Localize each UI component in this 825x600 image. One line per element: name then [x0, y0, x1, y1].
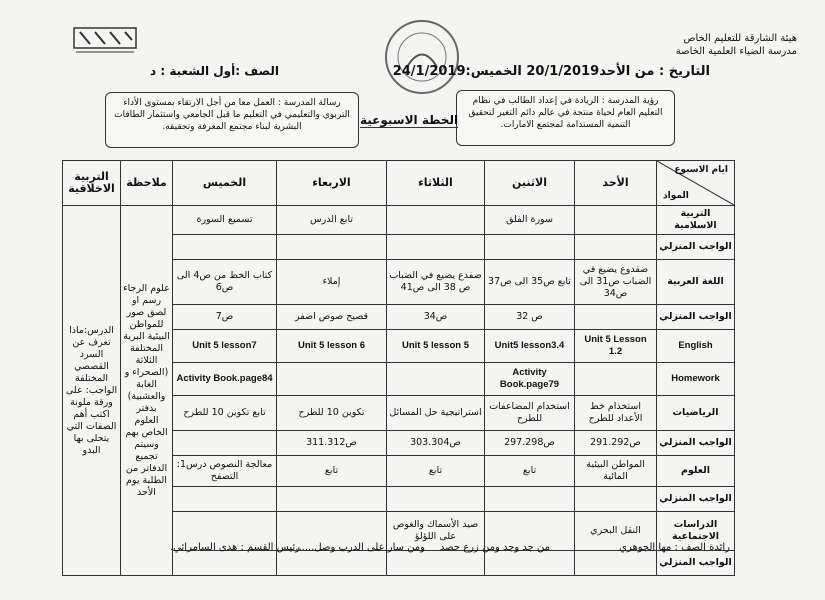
homework-cell: Activity Book.page79: [485, 363, 575, 396]
homework-cell: [277, 487, 387, 512]
lesson-cell: تابع: [277, 456, 387, 487]
lesson-cell: استراتيجية حل المسائل: [387, 396, 485, 431]
lesson-cell: تسميع السورة: [173, 206, 277, 235]
homework-cell: [485, 551, 575, 576]
homework-cell: Activity Book.page84: [173, 363, 277, 396]
department-head: رئيس القسم : هدى السامرائي.: [170, 542, 301, 553]
homework-cell: [387, 551, 485, 576]
homework-cell: [485, 487, 575, 512]
subject-arabic: اللغة العربية: [657, 260, 735, 305]
day-sunday: الأحد: [575, 161, 657, 206]
homework-cell: [173, 235, 277, 260]
lesson-cell: ضفدع يضيع في الضباب ص 38 الى ص41: [387, 260, 485, 305]
day-thursday: الخميس: [173, 161, 277, 206]
subject-math: الرياضيات: [657, 396, 735, 431]
homework-label: الواجب المنزلي: [657, 235, 735, 260]
lesson-cell: تكوين 10 للطرح: [277, 396, 387, 431]
subject-science: العلوم: [657, 456, 735, 487]
school-name: مدرسة الضياء العلمية الخاصة: [675, 46, 797, 57]
homework-cell: ص7: [173, 305, 277, 330]
day-tuesday: الثلاثاء: [387, 161, 485, 206]
lesson-cell: ضفدوع يضيع في الضباب ص31 الى ص34: [575, 260, 657, 305]
lesson-cell: Unit 5 Lesson 1.2: [575, 330, 657, 363]
lesson-cell: إملاء: [277, 260, 387, 305]
lesson-cell: Unit 5 lesson 5: [387, 330, 485, 363]
homework-cell: [387, 235, 485, 260]
lesson-cell: معالجة النصوص درس1: التصفح: [173, 456, 277, 487]
homework-label: الواجب المنزلي: [657, 551, 735, 576]
homework-cell: [485, 235, 575, 260]
homework-label: الواجب المنزلي: [657, 487, 735, 512]
lesson-cell: سورة الفلق: [485, 206, 575, 235]
homework-cell: ص 32: [485, 305, 575, 330]
note-header: ملاحظة: [121, 161, 173, 206]
day-monday: الاثنين: [485, 161, 575, 206]
ministry-logo-icon: [70, 22, 140, 60]
school-vision: رؤية المدرسة : الريادة في إعداد الطالب في نظام التعليم العام لحياة منتجة في عالم دائم التغير لتحقيق التنمية المستدامة لمجتمع الامارات.: [456, 90, 675, 146]
homework-cell: ص291.292: [575, 431, 657, 456]
lesson-cell: [387, 206, 485, 235]
homework-cell: ص34: [387, 305, 485, 330]
school-mission: رسالة المدرسة : العمل معا من أجل الارتقاء بمستوى الأداء التربوي والتعليمي في التعليم ما قبل الجامعي واستثمار الطاقات البشرية لبناء مجتمع المعرفة وتحقيقه.: [105, 92, 359, 148]
day-wednesday: الاربعاء: [277, 161, 387, 206]
lesson-cell: استخدام خط الأعداد للطرح: [575, 396, 657, 431]
class-section: الصف :أول الشعبة : د: [150, 64, 279, 78]
homework-label: الواجب المنزلي: [657, 305, 735, 330]
lesson-cell: تابع ص35 الى ص37: [485, 260, 575, 305]
weekly-plan-table: [62, 160, 735, 576]
quote-one: من جد وجد ومن زرع حصد: [439, 542, 550, 553]
date-range: التاريخ : من الأحد20/1/2019 الخميس:24/1/2019: [392, 64, 710, 79]
homework-cell: [387, 487, 485, 512]
org-name: هيئة الشارقة للتعليم الخاص: [683, 33, 797, 44]
lesson-cell: تابع الدرس: [277, 206, 387, 235]
lesson-cell: Unit 5 lesson 6: [277, 330, 387, 363]
lesson-cell: المواطن البيئية المائية: [575, 456, 657, 487]
lesson-cell: تابع تكوين 10 للطرح: [173, 396, 277, 431]
homework-label-english: Homework: [657, 363, 735, 396]
lesson-cell: كتاب الخط من ص4 الى ص6: [173, 260, 277, 305]
homework-cell: قصيح صوص اصفر: [277, 305, 387, 330]
homework-cell: [575, 363, 657, 396]
homework-cell: [277, 551, 387, 576]
homework-cell: [575, 305, 657, 330]
school-logo-icon: [385, 20, 459, 94]
moral-text: الدرس:ماذا تعرف عن السرد القصصي المختلفة الواجب: على ورقة ملونة اكتب أهم الصفات التي يتحلى بها البدو: [63, 206, 121, 576]
lesson-cell: استخدام المضاعفات للطرح: [485, 396, 575, 431]
homework-cell: ص297.298: [485, 431, 575, 456]
lesson-cell: [575, 206, 657, 235]
lesson-cell: Unit5 lesson3.4: [485, 330, 575, 363]
homework-cell: [173, 487, 277, 512]
homework-cell: ص303.304: [387, 431, 485, 456]
lesson-cell: Unit 5 lesson7: [173, 330, 277, 363]
homework-cell: [277, 363, 387, 396]
lesson-cell: تابع: [485, 456, 575, 487]
plan-title: الخطة الاسبوعية: [360, 113, 459, 127]
subjects-label: المواد: [663, 191, 689, 201]
homework-cell: ص311.312: [277, 431, 387, 456]
homework-cell: [277, 235, 387, 260]
quote-two: ومن سار على الدرب وصل......: [295, 542, 425, 553]
homework-cell: [387, 363, 485, 396]
homework-cell: [173, 431, 277, 456]
homework-label: الواجب المنزلي: [657, 431, 735, 456]
homework-cell: [173, 551, 277, 576]
subject-social: الدراسات الاجتماعية: [657, 512, 735, 551]
homework-cell: [575, 235, 657, 260]
subject-english: English: [657, 330, 735, 363]
homework-cell: [575, 487, 657, 512]
corner-cell: [657, 161, 735, 206]
moral-header: التربية الاخلاقية: [63, 161, 121, 206]
subject-islamic: التربية الاسلامية: [657, 206, 735, 235]
lesson-cell: النقل البحري: [575, 512, 657, 551]
lesson-cell: تابع: [387, 456, 485, 487]
homework-cell: [575, 551, 657, 576]
class-teacher: رائدة الصف : مها الجوهري: [619, 542, 730, 553]
lesson-cell: صيد الأسماك والغوص على اللؤلؤ: [387, 512, 485, 551]
org-header: [676, 32, 797, 58]
note-text: علوم الرجاء رسم او لصق صور للمواطن البيئية البرية المختلفة الثلاثة (الصحراء و الغابة والعشبية) بدفتر العلوم الخاص بهم وسيتم تجميع الدفاتر من الطلبة يوم الأحد: [121, 206, 173, 576]
days-label: ايام الاسبوع: [674, 165, 728, 175]
